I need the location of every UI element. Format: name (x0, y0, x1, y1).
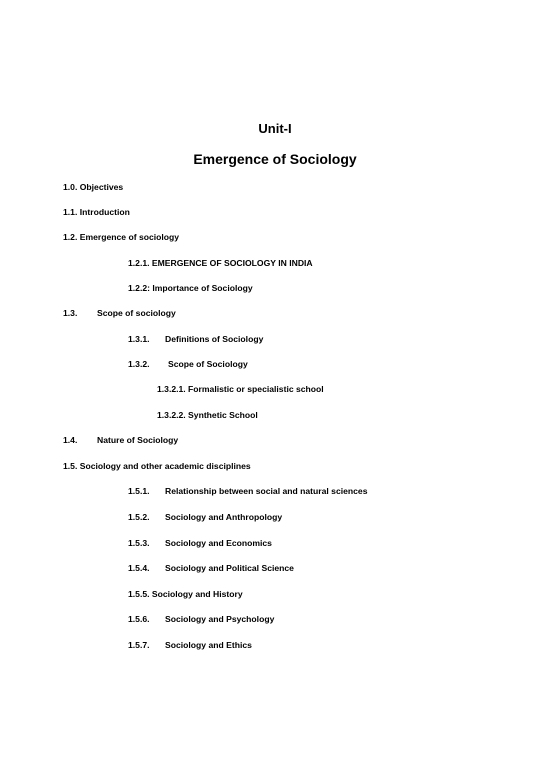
toc-number: 1.4. (63, 435, 78, 445)
toc-label: Sociology and Political Science (165, 563, 294, 573)
toc-item-psychology (128, 614, 274, 625)
toc-item-scope-of-sociology (128, 359, 248, 370)
toc-number: 1.5.6. (128, 614, 150, 624)
toc-item-formalistic-school: 1.3.2.1. Formalistic or specialistic school (157, 384, 324, 394)
toc-label: Scope of sociology (97, 308, 176, 318)
toc-item-synthetic-school: 1.3.2.2. Synthetic School (157, 410, 258, 420)
toc-label: Sociology and Economics (165, 538, 272, 548)
toc-item-emergence-india: 1.2.1. EMERGENCE OF SOCIOLOGY IN INDIA (128, 258, 313, 268)
toc-number: 1.5.4. (128, 563, 150, 573)
toc-number: 1.5.3. (128, 538, 150, 548)
toc-label: Scope of Sociology (168, 359, 248, 369)
toc-item-social-natural (128, 486, 368, 497)
toc-item-objectives: 1.0. Objectives (63, 182, 124, 192)
toc-item-emergence: 1.2. Emergence of sociology (63, 232, 180, 242)
toc-item-introduction: 1.1. Introduction (63, 207, 130, 217)
toc-item-history: 1.5.5. Sociology and History (128, 589, 243, 599)
toc-number: 1.5.1. (128, 486, 150, 496)
toc-item-nature (63, 435, 178, 446)
toc-number: 1.3.2. (128, 359, 150, 369)
toc-number: 1.3. (63, 308, 78, 318)
toc-label: Sociology and Psychology (165, 614, 275, 624)
toc-label: Sociology and Anthropology (165, 512, 283, 522)
unit-heading: Unit-I (258, 121, 292, 136)
toc-number: 1.5.2. (128, 512, 150, 522)
toc-label: Nature of Sociology (97, 435, 179, 445)
toc-label: Definitions of Sociology (165, 334, 264, 344)
toc-item-scope (63, 308, 176, 319)
toc-item-definitions (128, 334, 263, 345)
toc-label: Relationship between social and natural sciences (165, 486, 368, 496)
toc-label: Sociology and Ethics (165, 640, 252, 650)
toc-item-other-disciplines: 1.5. Sociology and other academic disciplines (63, 461, 251, 471)
toc-number: 1.5.7. (128, 640, 150, 650)
toc-number: 1.3.1. (128, 334, 150, 344)
toc-item-economics (128, 538, 272, 549)
chapter-title: Emergence of Sociology (193, 151, 357, 167)
toc-item-anthropology (128, 512, 282, 523)
toc-item-ethics (128, 640, 252, 651)
toc-item-political-science (128, 563, 294, 574)
toc-item-importance: 1.2.2: Importance of Sociology (128, 283, 253, 293)
